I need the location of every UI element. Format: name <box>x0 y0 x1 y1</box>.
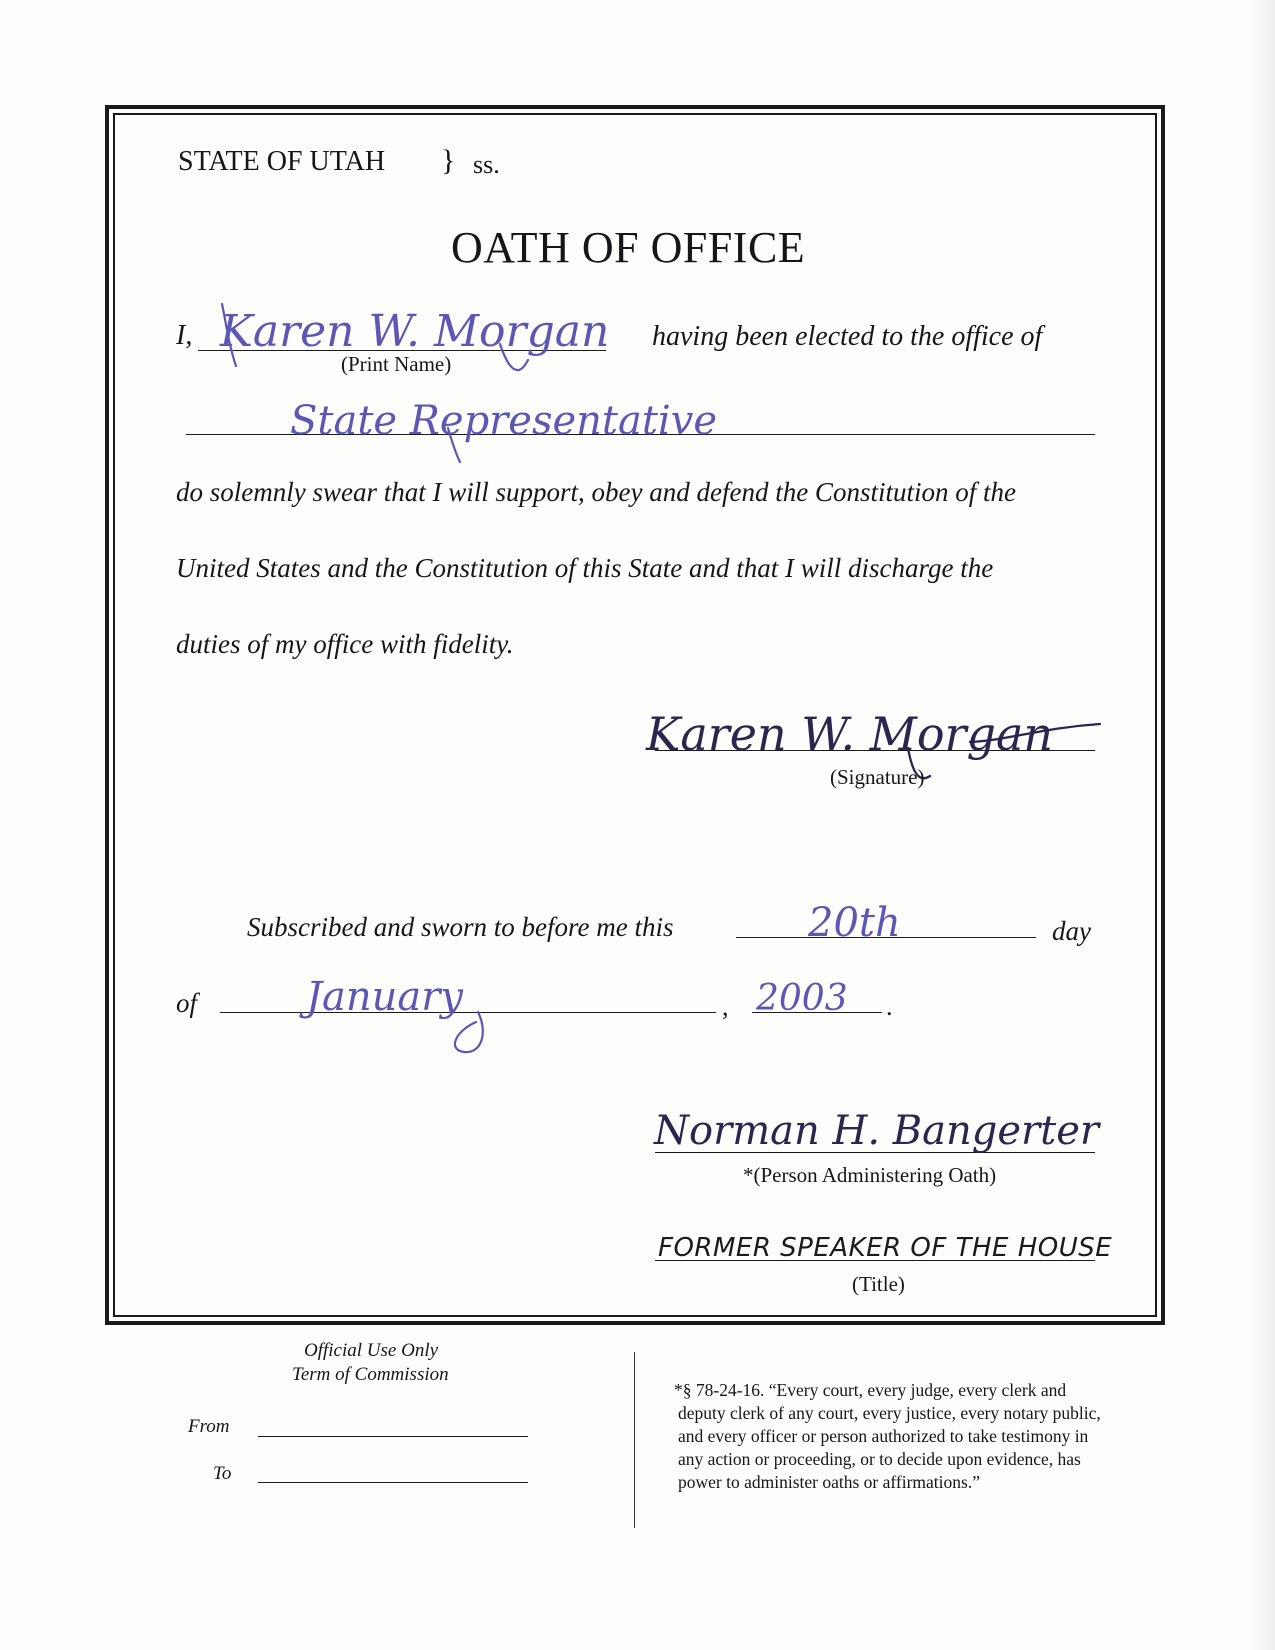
signature-label: (Signature) <box>830 765 925 789</box>
elected-text: having been elected to the office of <box>652 321 1043 352</box>
term-of-commission-heading: Term of Commission <box>292 1364 449 1385</box>
year-value: 2003 <box>756 978 848 1019</box>
year-handwriting <box>752 976 882 1026</box>
section-divider <box>634 1352 635 1528</box>
sworn-intro: Subscribed and sworn to before me this <box>247 912 674 942</box>
footnote-line-4: any action or proceeding, or to decide upon evidence, has <box>678 1449 1081 1469</box>
administrator-signature-value: Norman H. Bangerter <box>654 1108 1100 1154</box>
page-edge-shadow <box>1249 0 1275 1650</box>
month-value: January <box>306 974 463 1020</box>
day-word: day <box>1052 916 1091 946</box>
office-handwriting <box>280 388 800 468</box>
document-title: OATH OF OFFICE <box>451 223 806 272</box>
administrator-label: *(Person Administering Oath) <box>743 1163 997 1187</box>
office-value: State Representative <box>290 398 717 444</box>
from-line <box>258 1436 528 1437</box>
print-name-label: (Print Name) <box>341 352 452 376</box>
day-handwriting <box>800 896 1000 956</box>
to-label: To <box>213 1463 232 1484</box>
footnote-line-5: power to administer oaths or affirmations.” <box>678 1472 980 1492</box>
administrator-signature <box>650 1088 1100 1168</box>
oath-i-prefix: I, <box>176 320 193 351</box>
official-use-heading: Official Use Only <box>304 1340 439 1361</box>
title-label: (Title) <box>852 1272 905 1296</box>
title-handwriting <box>654 1222 1114 1270</box>
signature-value: Karen W. Morgan <box>646 707 1054 761</box>
day-value: 20th <box>808 900 901 946</box>
print-name-value: Karen W. Morgan <box>220 306 610 357</box>
footnote-line-2: deputy clerk of any court, every justice, every notary public, <box>678 1403 1101 1423</box>
of-word: of <box>176 988 198 1018</box>
ss-abbreviation: ss. <box>473 150 500 179</box>
state-heading: STATE OF UTAH <box>178 146 386 177</box>
footnote-line-3: and every officer or person authorized to take testimony in <box>678 1426 1089 1446</box>
to-line <box>258 1482 528 1483</box>
oath-body-line-3: duties of my office with fidelity. <box>176 629 514 659</box>
date-period: . <box>886 992 893 1021</box>
from-label: From <box>188 1416 230 1437</box>
footnote-line-1: *§ 78-24-16. “Every court, every judge, every clerk and <box>674 1380 1067 1400</box>
oath-body-line-1: do solemnly swear that I will support, obey and defend the Constitution of the <box>176 477 1016 507</box>
brace-symbol: } <box>441 144 456 177</box>
month-handwriting <box>298 962 578 1062</box>
oath-body-line-2: United States and the Constitution of this State and that I will discharge the <box>176 553 994 583</box>
date-comma: , <box>722 992 729 1021</box>
title-value: FORMER SPEAKER OF THE HOUSE <box>658 1233 1113 1263</box>
